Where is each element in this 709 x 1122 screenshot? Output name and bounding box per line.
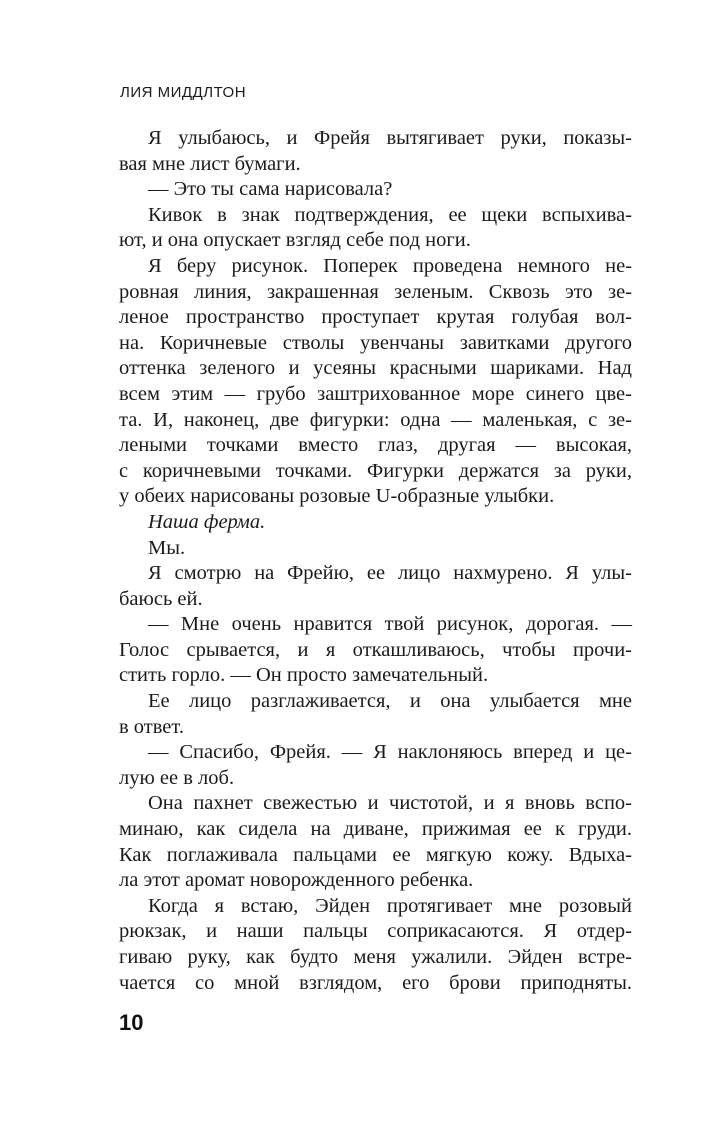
running-header: ЛИЯ МИДДЛТОН — [120, 84, 247, 101]
text-line: Она пахнет свежестью и чистотой, и я вновь вспо- — [148, 792, 632, 815]
text-line: леными точками вместо глаз, другая — высокая, — [119, 434, 632, 457]
text-line: Я смотрю на Фрейю, ее лицо нахмурено. Я улы- — [148, 562, 632, 585]
page-number: 10 — [119, 1010, 144, 1035]
text-line: ровная линия, закрашенная зеленым. Сквозь это зе- — [119, 280, 632, 303]
text-line: ют, и она опускает взгляд себе под ноги. — [119, 229, 471, 252]
body-text — [119, 126, 632, 996]
text-line: на. Коричневые стволы увенчаны завитками другого — [119, 331, 632, 354]
text-line: гиваю руку, как будто меня ужалили. Эйден встре- — [119, 946, 632, 968]
text-line: лую ее в лоб. — [119, 766, 235, 789]
text-line: — Спасибо, Фрейя. — Я наклоняюсь вперед и це- — [148, 741, 632, 764]
text-line: чается со мной взглядом, его брови приподняты. — [119, 971, 632, 994]
text-line: Голос срывается, и я откашливаюсь, чтобы прочи- — [119, 638, 632, 661]
text-line: — Это ты сама нарисовала? — [148, 178, 393, 201]
text-line: леное пространство проступает крутая голубая вол- — [119, 306, 632, 329]
text-line: в ответ. — [119, 715, 184, 738]
text-line: у обеих нарисованы розовые U-образные улыбки. — [119, 485, 555, 508]
text-line: Ее лицо разглаживается, и она улыбается мне — [148, 690, 632, 713]
text-line: всем этим — грубо заштрихованное море синего цве- — [119, 382, 632, 405]
text-line: Кивок в знак подтверждения, ее щеки вспыхива- — [148, 203, 632, 226]
text-line: минаю, как сидела на диване, прижимая ее к груди. — [119, 818, 632, 841]
text-line: баюсь ей. — [119, 587, 203, 610]
text-line: оттенка зеленого и усеяны красными шариками. Над — [119, 357, 632, 380]
text-line: рюкзак, и наши пальцы соприкасаются. Я отдер- — [119, 920, 632, 943]
text-line: Я улыбаюсь, и Фрейя вытягивает руки, показы- — [148, 127, 632, 149]
text-line: стить горло. — Он просто замечательный. — [119, 664, 489, 687]
text-line: Мы. — [148, 536, 186, 559]
text-line: — Мне очень нравится твой рисунок, дорогая. — — [148, 613, 632, 636]
text-line: с коричневыми точками. Фигурки держатся за руки, — [119, 459, 632, 482]
text-line-italic: Наша ферма. — [148, 510, 266, 533]
text-line: вая мне лист бумаги. — [119, 152, 301, 175]
text-line: Как поглаживала пальцами ее мягкую кожу. Вдыха- — [119, 843, 632, 866]
text-line: ла этот аромат новорожденного ребенка. — [119, 869, 474, 892]
text-line: Я беру рисунок. Поперек проведена немного не- — [148, 254, 632, 277]
text-line: та. И, наконец, две фигурки: одна — маленькая, с зе- — [119, 408, 632, 431]
text-line: Когда я встаю, Эйден протягивает мне розовый — [148, 894, 632, 917]
